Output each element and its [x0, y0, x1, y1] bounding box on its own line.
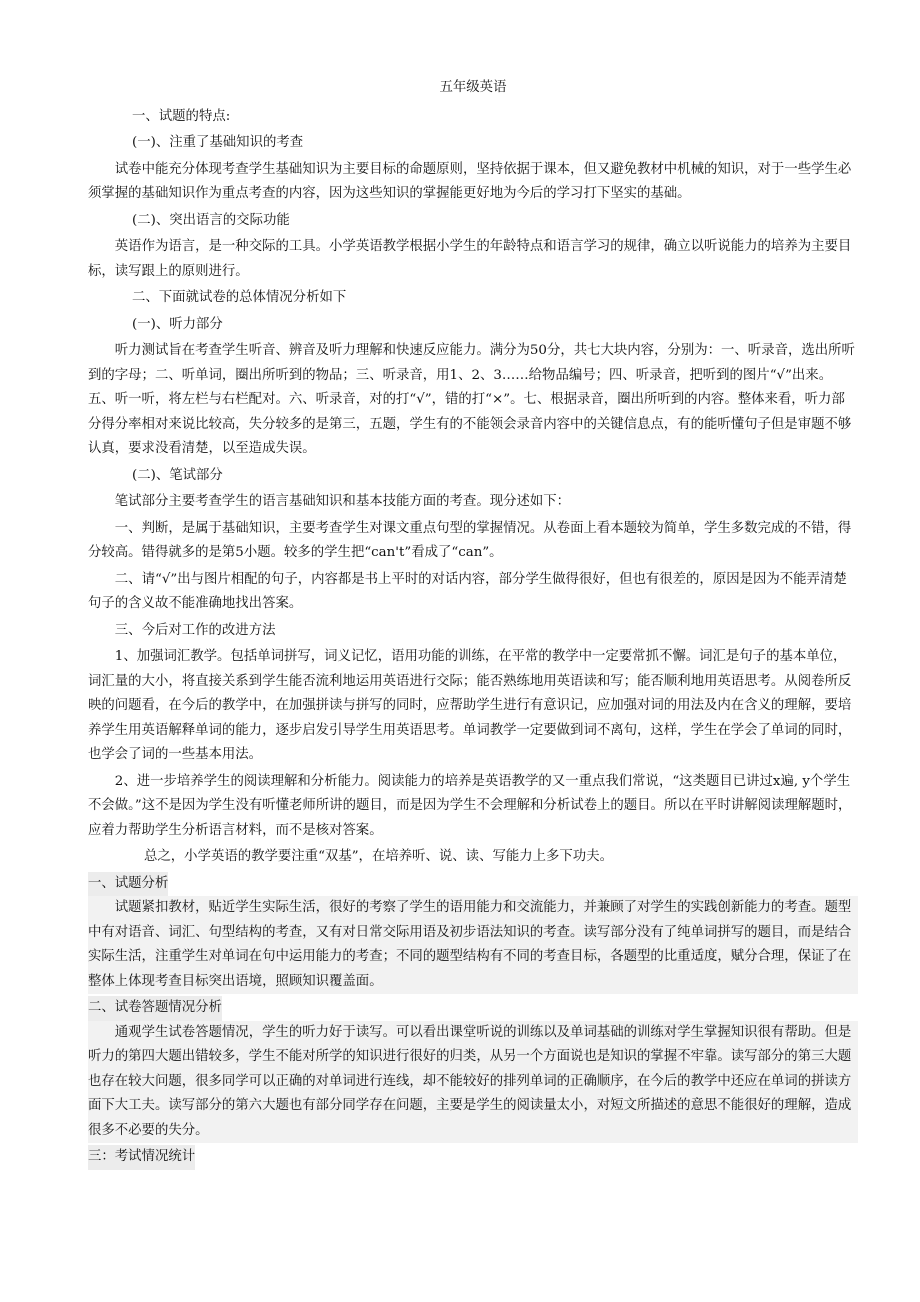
paragraph-2-1: 听力测试旨在考查学生听音、辨音及听力理解和快速反应能力。满分为50分，共七大块内容，分别为：一、听录音，选出所听到的字母；二、听单词，圈出所听到的物品；三、听录音，用1、2、3……给物品编号；四、听录音，把听到的图片“√”出来。五、听一听，将左栏与右栏配对。六、听录音，对的打“√”，错的打“×”。七、根据录音，圈出所听到的内容。整体来看，听力部分得分率相对来说比较高，失分较多的是第三，五题，学生有的不能领会录音内容中的关键信息点，有的能听懂句子但是审题不够认真，要求没看清楚，以至造成失误。	[88, 343, 855, 456]
answer-analysis-paragraph: 通观学生试卷答题情况，学生的听力好于读写。可以看出课堂听说的训练以及单词基础的训练对学生掌握知识很有帮助。但是听力的第四大题出错较多，学生不能对所学的知识进行很好的归类，从另一个方面说也是知识的掌握不牢靠。读写部分的第三大题也存在较大问题，很多同学可以正确的对单词进行连线，却不能较好的排列单词的正确顺序，在今后的教学中还应在单词的拼读方面下大工夫。读写部分的第六大题也有部分同学存在问题，主要是学生的阅读量太小，对短文所描述的意思不能很好的理解，造成很多不必要的失分。	[88, 1021, 858, 1144]
summary-paragraph: 总之，小学英语的教学要注重“双基”，在培养听、说、读、写能力上多下功夫。	[144, 849, 613, 864]
section-heading-1: 一、试题的特点:	[132, 108, 231, 124]
paragraph-1-1: 试卷中能充分体现考查学生基础知识为主要目标的命题原则，坚持依据于课本，但又避免教材中机械的知识，对于一些学生必须掌握的基础知识作为重点考查的内容，因为这些知识的掌握能更好地为今后的学习打下坚实的基础。	[88, 161, 852, 201]
paragraph-3-1: 1、加强词汇教学。包括单词拼写，词义记忆，语用功能的训练，在平常的教学中一定要常抓不懈。词汇是句子的基本单位，词汇量的大小，将直接关系到学生能否流利地运用英语进行交际；能否熟练地用英语读和写；能否顺利地用英语思考。从阅卷所反映的问题看，在今后的教学中，在加强拼读与拼写的同时，应帮助学生进行有意识记，应加强对词的用法及内在含义的理解，要培养学生用英语解释单词的能力，逐步启发引导学生用英语思考。单词教学一定要做到词不离句，这样，学生在学会了单词的同时，也学会了词的一些基本用法。	[88, 649, 852, 762]
document-body	[88, 76, 858, 1170]
subsection-heading-1-1: (一)、注重了基础知识的考查	[132, 135, 304, 150]
exam-statistics-heading: 三：考试情况统计	[88, 1145, 195, 1170]
paragraph-1-2: 英语作为语言，是一种交际的工具。小学英语教学根据小学生的年龄特点和语言学习的规律，确立以听说能力的培养为主要目标，读写跟上的原则进行。	[88, 239, 852, 279]
paragraph-2-2-b: 一、判断，是属于基础知识，主要考查学生对课文重点句型的掌握情况。从卷面上看本题较为简单，学生多数完成的不错，得分较高。错得就多的是第5小题。较多的学生把“can't”看成了“can”。	[88, 520, 852, 560]
paragraph-2-2-a: 笔试部分主要考查学生的语言基础知识和基本技能方面的考查。现分述如下：	[114, 494, 571, 509]
paragraph-2-2-c: 二、请“√”出与图片相配的句子，内容都是书上平时的对话内容，部分学生做得很好，但也有很差的，原因是因为不能弄清楚句子的含义故不能准确地找出答案。	[88, 571, 847, 611]
section-heading-2: 二、下面就试卷的总体情况分析如下	[132, 290, 347, 305]
subsection-heading-2-2: (二)、笔试部分	[132, 467, 223, 483]
answer-analysis-heading: 二、试卷答题情况分析	[88, 996, 222, 1021]
subsection-heading-1-2: (二)、突出语言的交际功能	[132, 212, 290, 228]
subsection-heading-2-1: (一)、听力部分	[132, 316, 223, 332]
document-title: 五年级英语	[439, 80, 507, 95]
analysis-heading: 一、试题分析	[88, 872, 168, 897]
analysis-paragraph: 试题紧扣教材，贴近学生实际生活，很好的考察了学生的语用能力和交流能力，并兼顾了对学生的实践创新能力的考查。题型中有对语音、词汇、句型结构的考查，又有对日常交际用语及初步语法知识的考查。读写部分没有了纯单词拼写的题目，而是结合实际生活，注重学生对单词在句中运用能力的考查；不同的题型结构有不同的考查目标，各题型的比重适度，赋分合理，保证了在整体上体现考查目标突出语境，照顾知识覆盖面。	[88, 896, 858, 994]
section-heading-3: 三、今后对工作的改进方法	[114, 622, 276, 638]
paragraph-3-2: 2、进一步培养学生的阅读理解和分析能力。阅读能力的培养是英语教学的又一重点我们常说，“这类题目已讲过x遍, y个学生不会做。”这不是因为学生没有听懂老师所讲的题目，而是因为学生不会理解和分析试卷上的题目。所以在平时讲解阅读理解题时，应着力帮助学生分析语言材料，而不是核对答案。	[88, 773, 852, 838]
